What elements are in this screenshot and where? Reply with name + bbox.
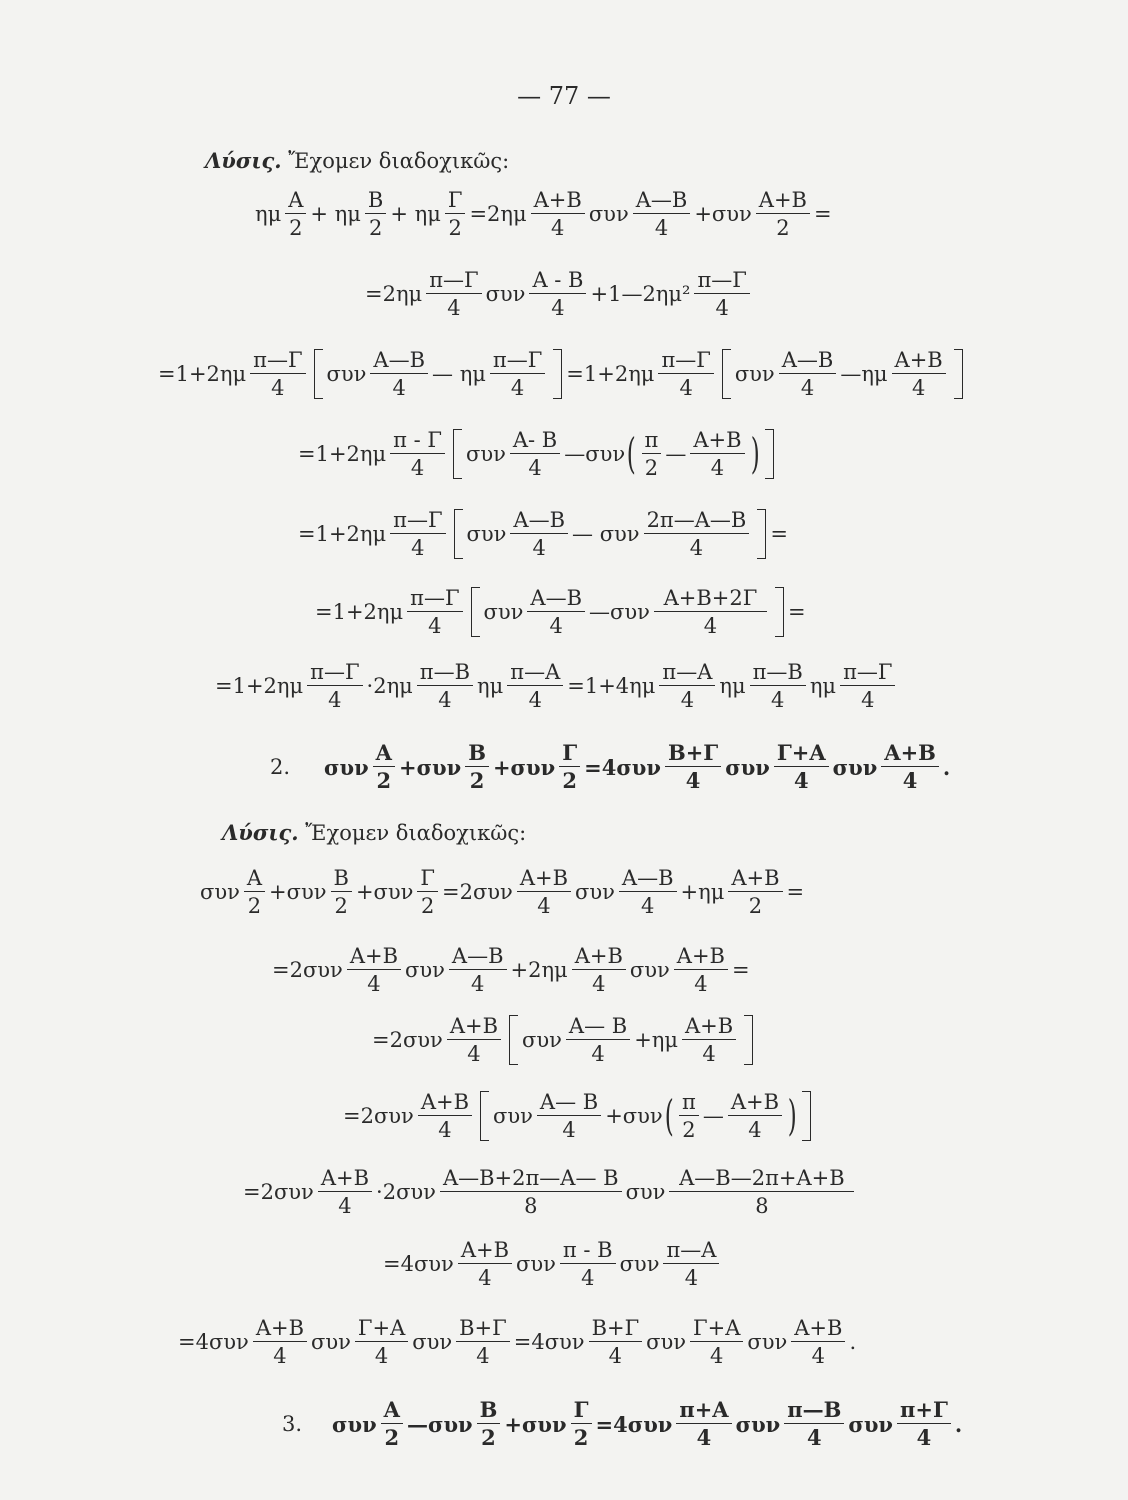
solution-intro: Ἔχομεν διαδοχικῶς: bbox=[288, 149, 510, 173]
equation-line: συν A 2 +συν B 2 +συν $\frac{\Gamma}{2}$ =2συν A+B 4 συν A—B 4 +ημ $\frac{A+B}{2}$ = bbox=[200, 865, 805, 918]
equation-line: =2συν A+B 4 ·2συν A—B+2π—A— B 8 συν A—B—2π+A+B 8 bbox=[243, 1160, 858, 1224]
solution-intro: Ἔχομεν διαδοχικῶς: bbox=[305, 821, 527, 845]
solution-header bbox=[205, 148, 509, 173]
equation-line: =4συν A+B 4 συν π - B 4 συν π—A 4 bbox=[383, 1232, 723, 1296]
equation-line: =2ημ π—Γ 4 συν A - B 4 +1—2ημ² π—Γ 4 bbox=[365, 262, 754, 326]
problem-statement: 2. συν A 2 +συν B 2 +συν $\frac{\Gamma}{2}$ =4συν B+Γ 4 συν Γ+A 4 συν A+B 4 . bbox=[270, 739, 951, 793]
equation-line: =1+2ημ π—Γ 4 συν A—B 4 — συν 2π—A—B 4 = bbox=[298, 507, 788, 560]
equation-line: =2συν A+B 4 συν A—B 4 +2ημ A+B 4 συν $\frac{A+B}{4}$ = bbox=[272, 943, 750, 996]
equation-line: ημ A 2 + ημ B 2 + ημ $\frac{\Gamma}{2}$ =2ημ A+B 4 συν A—B 4 +συν $\frac{A+B}{2}$ = bbox=[255, 187, 832, 240]
equation-line: =2συν A+B 4 συν A— B 4 +συν ( π 2 — A+B 4 ) bbox=[343, 1084, 815, 1148]
equation-line: =2συν A+B 4 συν A— B 4 +ημ A+B 4 bbox=[372, 1008, 757, 1072]
problem-number: 2. bbox=[270, 755, 291, 779]
equation-line: =1+2ημ π—Γ 4 ·2ημ π—B 4 ημ $\frac{\pi—A}{4}$ =1+4ημ π—A 4 ημ π—B 4 ημ π—Γ 4 bbox=[215, 654, 899, 718]
solution-header bbox=[222, 820, 526, 845]
solution-label: Λύσις. bbox=[205, 148, 282, 173]
equation-line: =1+2ημ π - Γ 4 συν A- B 4 —συν ( π 2 — A+B 4 ) bbox=[298, 422, 778, 486]
page-number: — 77 — bbox=[517, 82, 611, 110]
problem-statement: 3. συν A 2 —συν B 2 +συν $\frac{\Gamma}{2}$ =4συν π+A 4 συν π—B 4 συν π+Γ 4 . bbox=[282, 1396, 963, 1450]
solution-label: Λύσις. bbox=[222, 820, 299, 845]
equation-line: =4συν A+B 4 συν Γ+A 4 συν $\frac{B+\Gamma}{4}$ =4συν B+Γ 4 συν Γ+A 4 συν A+B 4 . bbox=[178, 1315, 857, 1368]
equation-line: =1+2ημ π—Γ 4 συν A—B 4 — ημ π—Γ 4 =1+2ημ π—Γ 4 συν A—B 4 —ημ A+B 4 bbox=[158, 342, 967, 406]
problem-number: 3. bbox=[282, 1412, 303, 1436]
equation-line: =1+2ημ π—Γ 4 συν A—B 4 —συν A+B+2Γ 4 = bbox=[315, 585, 806, 638]
